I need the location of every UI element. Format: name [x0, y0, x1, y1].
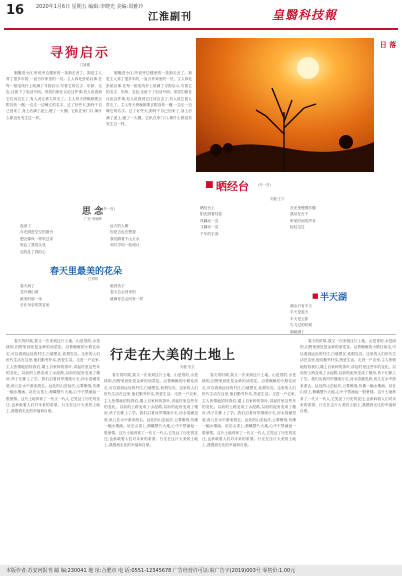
- poem-lines: 在光里慢慢苏醒 我站在台下 听见时间的声音 轻轻走过: [290, 206, 316, 230]
- poem-marker-icon: ■: [312, 292, 319, 300]
- poem-author: 安徽·王宇: [270, 197, 285, 201]
- poem-lines: 晒经台上 阳光照着经卷 风翻动一页 又翻动一页 千年的字迹: [200, 206, 223, 236]
- poem-lines: 她说孩子 春天总会回来的 就像你总会回家一样: [110, 284, 144, 301]
- article-body: 春天的时候,我又一次来到这片土地。山是青的,水是绿的,田野里到处是金黄的油菜花。沿着蜿蜒的小路往前走,可以看到远处的村庄,白墙黑瓦,炊烟袅袅。这里的人们世代生活在这里,他们勤劳朴实,热爱生活。走进一户农家,主人热情地招待我们,端上自家种的茶叶,讲起村里这些年的变化。以前的土路变成了水泥路,以前的泥房变成了楼房,孩子们都上了学。我们沿着河岸继续行走,河水清澈见底,鱼儿在水中游来游去。远处的山峦起伏,云雾缭绕,仿佛一幅水墨画。站在山顶上,俯瞰整片大地,心中不禁涌起一股豪情。这片土地养育了一代又一代人,它见证了历史的变迁,也承载着人们对未来的希望。行走在这片大美的土地上,我感到无比的幸福和自豪。: [300, 339, 396, 414]
- article-title: 寻狗启示: [50, 46, 111, 61]
- article-body: 刚搬进小区,听说旁边楼里的一条狗走丢了。狗是主人养了很多年的,一直当作家里的一员。主人四处张贴启事,在每一根电线杆上贴满了寻狗启示,写着它的名字、年龄、毛色,还留下了电话号码。邻居们都在议论这件事,有人说看到它往河边去了,有人说它被人带走了。主人每天傍晚都要去附近转一圈,一边走一边喊它的名字。过了好些天,狗终于自己回来了,身上沾满了泥土,瘦了一大圈。它趴在家门口,像什么都没有发生过一样。: [106, 71, 192, 127]
- poem-lines: 湖水只有半天 半天是蓝天 半天是云影 鸟飞过的时候 湖就满了: [290, 304, 313, 334]
- page-footer: 本版作者:苏安河报刊 邮 编:230041 地 址:合肥市 电 话:0551-12345678 广告经营许可证:皖广告字(2019)003号 零售价:1.00元: [0, 565, 402, 576]
- newspaper-masthead: 皇翳科技報: [272, 8, 338, 22]
- article-title: 行走在大美的土地上: [110, 348, 237, 363]
- article-body: 春天的时候,我又一次来到这片土地。山是青的,水是绿的,田野里到处是金黄的油菜花。沿着蜿蜒的小路往前走,可以看到远处的村庄,白墙黑瓦,炊烟袅袅。这里的人们世代生活在这里,他们勤劳朴实,热爱生活。走进一户农家,主人热情地招待我们,端上自家种的茶叶,讲起村里这些年的变化。以前的土路变成了水泥路,以前的泥房变成了楼房,孩子们都上了学。我们沿着河岸继续行走,河水清澈见底,鱼儿在水中游来游去。远处的山峦起伏,云雾缭绕,仿佛一幅水墨画。站在山顶上,俯瞰整片大地,心中不禁涌起一股豪情。这片土地养育了一代又一代人,它见证了历史的变迁,也承载着人们对未来的希望。行走在这片大美的土地上,我感到无比的幸福和自豪。: [104, 373, 198, 448]
- poem-tag: (外一首): [102, 207, 115, 211]
- column-label: 日 落: [379, 40, 397, 49]
- poem-title: 晒经台: [216, 180, 249, 193]
- poem-title: 春天里最美的花朵: [50, 267, 123, 277]
- header-rule: [4, 28, 398, 30]
- poem-marker-icon: ■: [205, 180, 214, 190]
- poem-tag: (外一首): [258, 183, 271, 187]
- article-body: 春天的时候,我又一次来到这片土地。山是青的,水是绿的,田野里到处是金黄的油菜花。沿着蜿蜒的小路往前走,可以看到远处的村庄,白墙黑瓦,炊烟袅袅。这里的人们世代生活在这里,他们勤劳朴实,热爱生活。走进一户农家,主人热情地招待我们,端上自家种的茶叶,讲起村里这些年的变化。以前的土路变成了水泥路,以前的泥房变成了楼房,孩子们都上了学。我们沿着河岸继续行走,河水清澈见底,鱼儿在水中游来游去。远处的山峦起伏,云雾缭绕,仿佛一幅水墨画。站在山顶上,俯瞰整片大地,心中不禁涌起一股豪情。这片土地养育了一代又一代人,它见证了历史的变迁,也承载着人们对未来的希望。行走在这片大美的土地上,我感到无比的幸福和自豪。: [6, 339, 100, 414]
- page-number: 16: [6, 3, 25, 18]
- article-body: 春天的时候,我又一次来到这片土地。山是青的,水是绿的,田野里到处是金黄的油菜花。沿着蜿蜒的小路往前走,可以看到远处的村庄,白墙黑瓦,炊烟袅袅。这里的人们世代生活在这里,他们勤劳朴实,热爱生活。走进一户农家,主人热情地招待我们,端上自家种的茶叶,讲起村里这些年的变化。以前的土路变成了水泥路,以前的泥房变成了楼房,孩子们都上了学。我们沿着河岸继续行走,河水清澈见底,鱼儿在水中游来游去。远处的山峦起伏,云雾缭绕,仿佛一幅水墨画。站在山顶上,俯瞰整片大地,心中不禁涌起一股豪情。这片土地养育了一代又一代人,它见证了历史的变迁,也承载着人们对未来的希望。行走在这片大美的土地上,我感到无比的幸福和自豪。: [202, 373, 296, 448]
- divider: [6, 334, 396, 335]
- poem-title: 半天湖: [320, 293, 348, 303]
- poem-author: □李明: [88, 277, 98, 281]
- issue-info: 2020年1月6日 星期五 编辑:李晓光 美编:周雅玲: [36, 4, 144, 10]
- sunset-photo: [196, 38, 374, 172]
- poem-lines: 夜深了 月光照进空空的窗台 想念像风一样吹过来 吹乱了我的头发 也吹乱了我的心: [20, 224, 54, 254]
- article-body: 刚搬进小区,听说旁边楼里的一条狗走丢了。狗是主人养了很多年的,一直当作家里的一员。主人四处张贴启事,在每一根电线杆上贴满了寻狗启示,写着它的名字、年龄、毛色,还留下了电话号码。邻居们都在议论这件事,有人说看到它往河边去了,有人说它被人带走了。主人每天傍晚都要去附近转一圈,一边走一边喊它的名字。过了好些天,狗终于自己回来了,身上沾满了泥土,瘦了一大圈。它趴在家门口,像什么都没有发生过一样。: [6, 71, 102, 120]
- article-author: 安徽·朱宏: [180, 365, 195, 369]
- poem-lines: 远方的人啊 你是否也在想我 我们隔着千山万水 却共享同一轮明月: [110, 224, 140, 248]
- poem-title: 思 念: [82, 207, 104, 217]
- section-title: 江淮副刊: [148, 12, 192, 23]
- poem-author: 广东·李晓晖: [84, 217, 103, 221]
- article-author: □姚楼: [80, 63, 90, 67]
- poem-lines: 春天到了 花开满山坡 最美的那一朵 长在母亲的笑容里: [20, 284, 50, 308]
